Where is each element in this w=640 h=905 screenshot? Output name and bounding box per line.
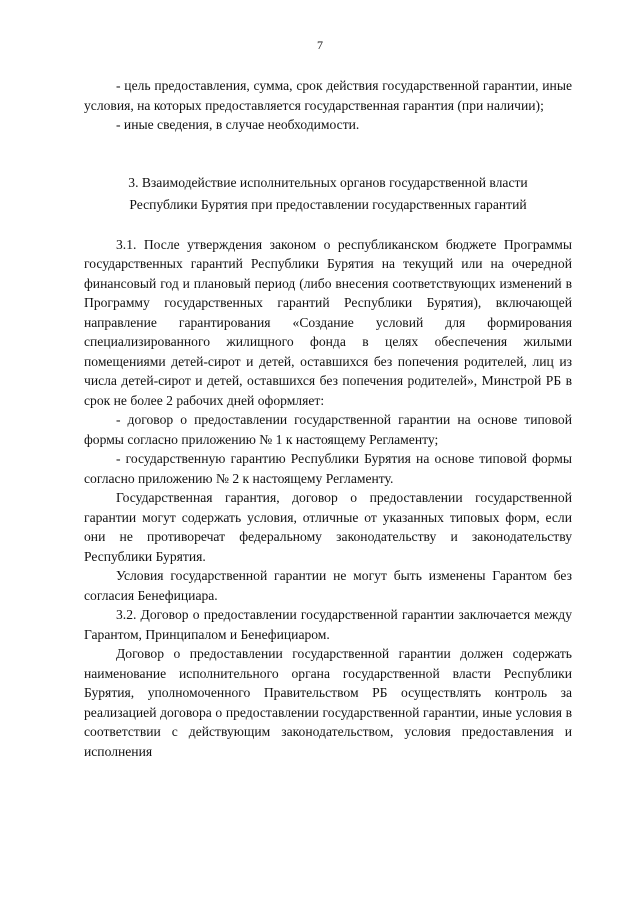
intro-paragraph-1: - цель предоставления, сумма, срок действия государственной гарантии, иные условия, на которых предоставляется государственная гарантия (при наличии); [84,78,572,113]
document-body [84,76,572,761]
page-number: 7 [317,38,323,52]
list-item-guarantee: - государственную гарантию Республики Бурятия на основе типовой формы согласно приложению № 2 к настоящему Регламенту. [84,451,572,486]
paragraph-beneficiary-consent: Условия государственной гарантии не могут быть изменены Гарантом без согласия Бенефициара. [84,568,572,603]
section-heading-line-1: 3. Взаимодействие исполнительных органов государственной власти [128,174,528,190]
section-heading [84,172,572,216]
paragraph-agreement-content: Договор о предоставлении государственной гарантии должен содержать наименование исполнительного органа государственной власти Республики Бурятия, уполномоченного Правительством РБ осуществлять контроль за реализацией договора о предоставлении государственной гарантии, иные условия в соответствии с действующим законодательством, условия предоставления и исполнения [84,646,572,759]
paragraph-conditions: Государственная гарантия, договор о предоставлении государственной гарантии могут содержать условия, отличные от указанных типовых форм, если они не противоречат федеральному законодательству и законодательству Республики Бурятия. [84,490,572,564]
intro-paragraph-2: - иные сведения, в случае необходимости. [116,117,360,132]
paragraph-3-1: 3.1. После утверждения законом о республиканском бюджете Программы государственных гарантий Республики Бурятия на текущий или на очередной финансовый год и плановый период (либо внесения соответствующих изменений в Программу государственных гарантий Республики Бурятия), включающей направление гарантирования «Создание условий для формирования специализированного жилищного фонда в целях обеспечения жилыми помещениями детей-сирот и детей, оставшихся без попечения родителей, лиц из числа детей-сирот и детей, оставшихся без попечения родителей», Минстрой РБ в срок не более 2 рабочих дней оформляет: [84,236,572,408]
section-heading-line-2: Республики Бурятия при предоставлении государственных гарантий [129,196,527,212]
list-item-agreement: - договор о предоставлении государственной гарантии на основе типовой формы согласно приложению № 1 к настоящему Регламенту; [84,412,572,447]
paragraph-3-2: 3.2. Договор о предоставлении государственной гарантии заключается между Гарантом, Принципалом и Бенефициаром. [84,607,572,642]
